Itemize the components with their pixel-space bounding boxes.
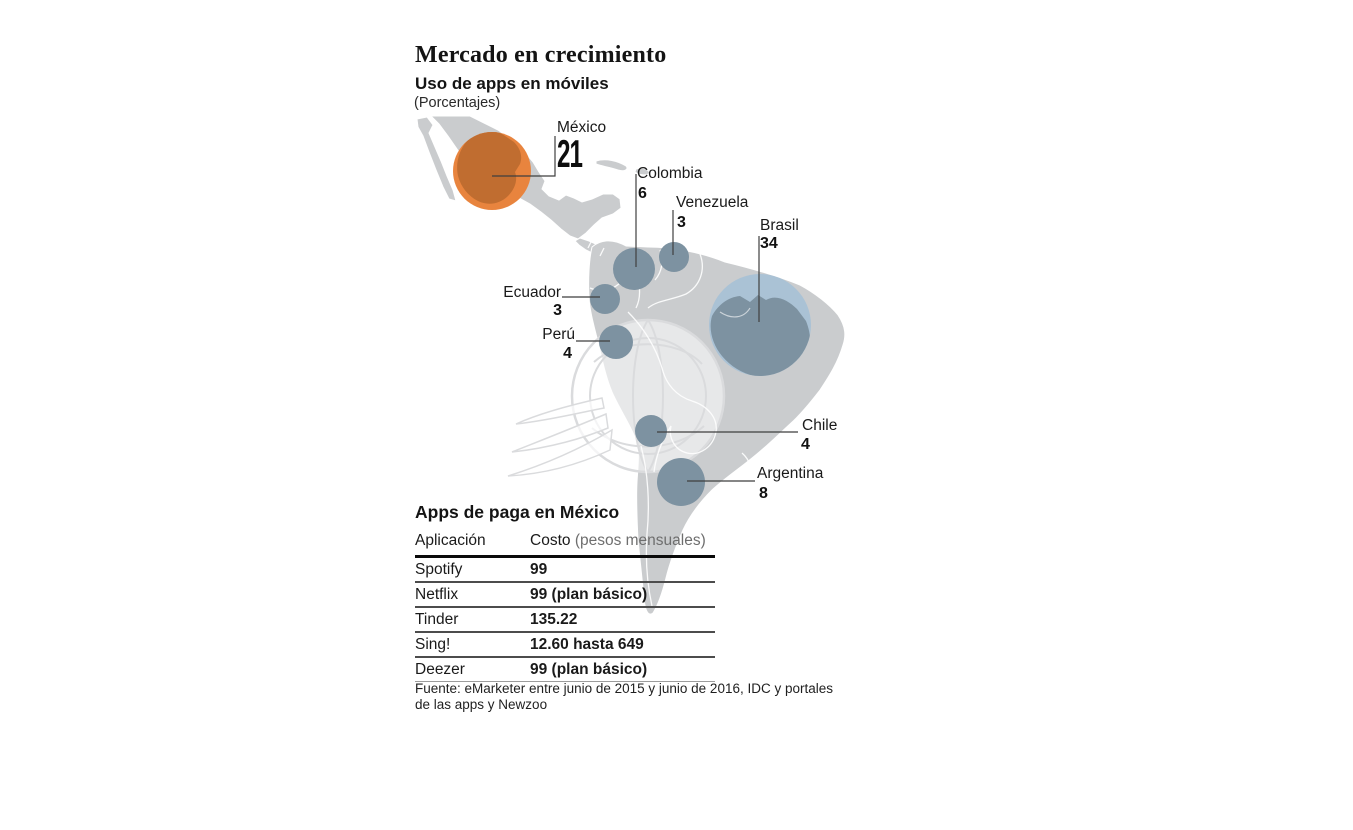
table-header [415, 532, 715, 558]
table-row [415, 633, 715, 658]
app-name: Sing! [415, 636, 451, 653]
table-row [415, 608, 715, 633]
bubble-venezuela [659, 242, 689, 272]
table-row [415, 583, 715, 608]
label-ecuador: Ecuador [503, 284, 561, 301]
source-note: Fuente: eMarketer entre junio de 2015 y junio de 2016, IDC y portales de las apps y Newzoo [415, 681, 833, 713]
label-venezuela: Venezuela [676, 194, 749, 211]
label-argentina: Argentina [757, 465, 824, 482]
app-name: Tinder [415, 611, 459, 628]
value-ecuador: 3 [553, 302, 562, 319]
column-header-cost-note: (pesos mensuales) [574, 532, 706, 549]
map-cuba [596, 160, 627, 171]
app-name: Deezer [415, 661, 465, 678]
paid-apps-table [415, 502, 715, 682]
label-colombia: Colombia [637, 165, 703, 182]
app-cost: 135.22 [530, 611, 578, 628]
app-cost: 12.60 hasta 649 [530, 636, 644, 653]
column-header-app: Aplicación [415, 532, 486, 549]
table-row [415, 558, 715, 583]
app-name: Netflix [415, 586, 459, 603]
page-title: Mercado en crecimiento [415, 42, 667, 68]
value-mexico: 21 [557, 133, 583, 176]
bubble-ecuador [590, 284, 620, 314]
table-row [415, 658, 715, 682]
value-venezuela: 3 [677, 214, 686, 231]
app-cost: 99 (plan básico) [530, 661, 648, 678]
value-brasil: 34 [760, 235, 778, 252]
value-peru: 4 [563, 345, 572, 362]
column-header-cost: Costo (pesos mensuales) [530, 532, 706, 549]
label-brasil: Brasil [760, 217, 799, 234]
unit-note: (Porcentajes) [414, 95, 501, 111]
value-chile: 4 [801, 436, 810, 453]
app-name: Spotify [415, 561, 463, 578]
app-cost: 99 (plan básico) [530, 586, 648, 603]
value-argentina: 8 [759, 485, 768, 502]
bubble-argentina [657, 458, 705, 506]
bubble-chile [635, 415, 667, 447]
label-chile: Chile [802, 417, 838, 434]
label-peru: Perú [542, 326, 575, 343]
label-mexico: México [557, 119, 607, 136]
chart-subtitle: Uso de apps en móviles [415, 74, 609, 93]
bubble-peru [599, 325, 633, 359]
value-colombia: 6 [638, 185, 647, 202]
bubble-colombia [613, 248, 655, 290]
table-title: Apps de paga en México [415, 502, 620, 522]
app-cost: 99 [530, 561, 548, 578]
